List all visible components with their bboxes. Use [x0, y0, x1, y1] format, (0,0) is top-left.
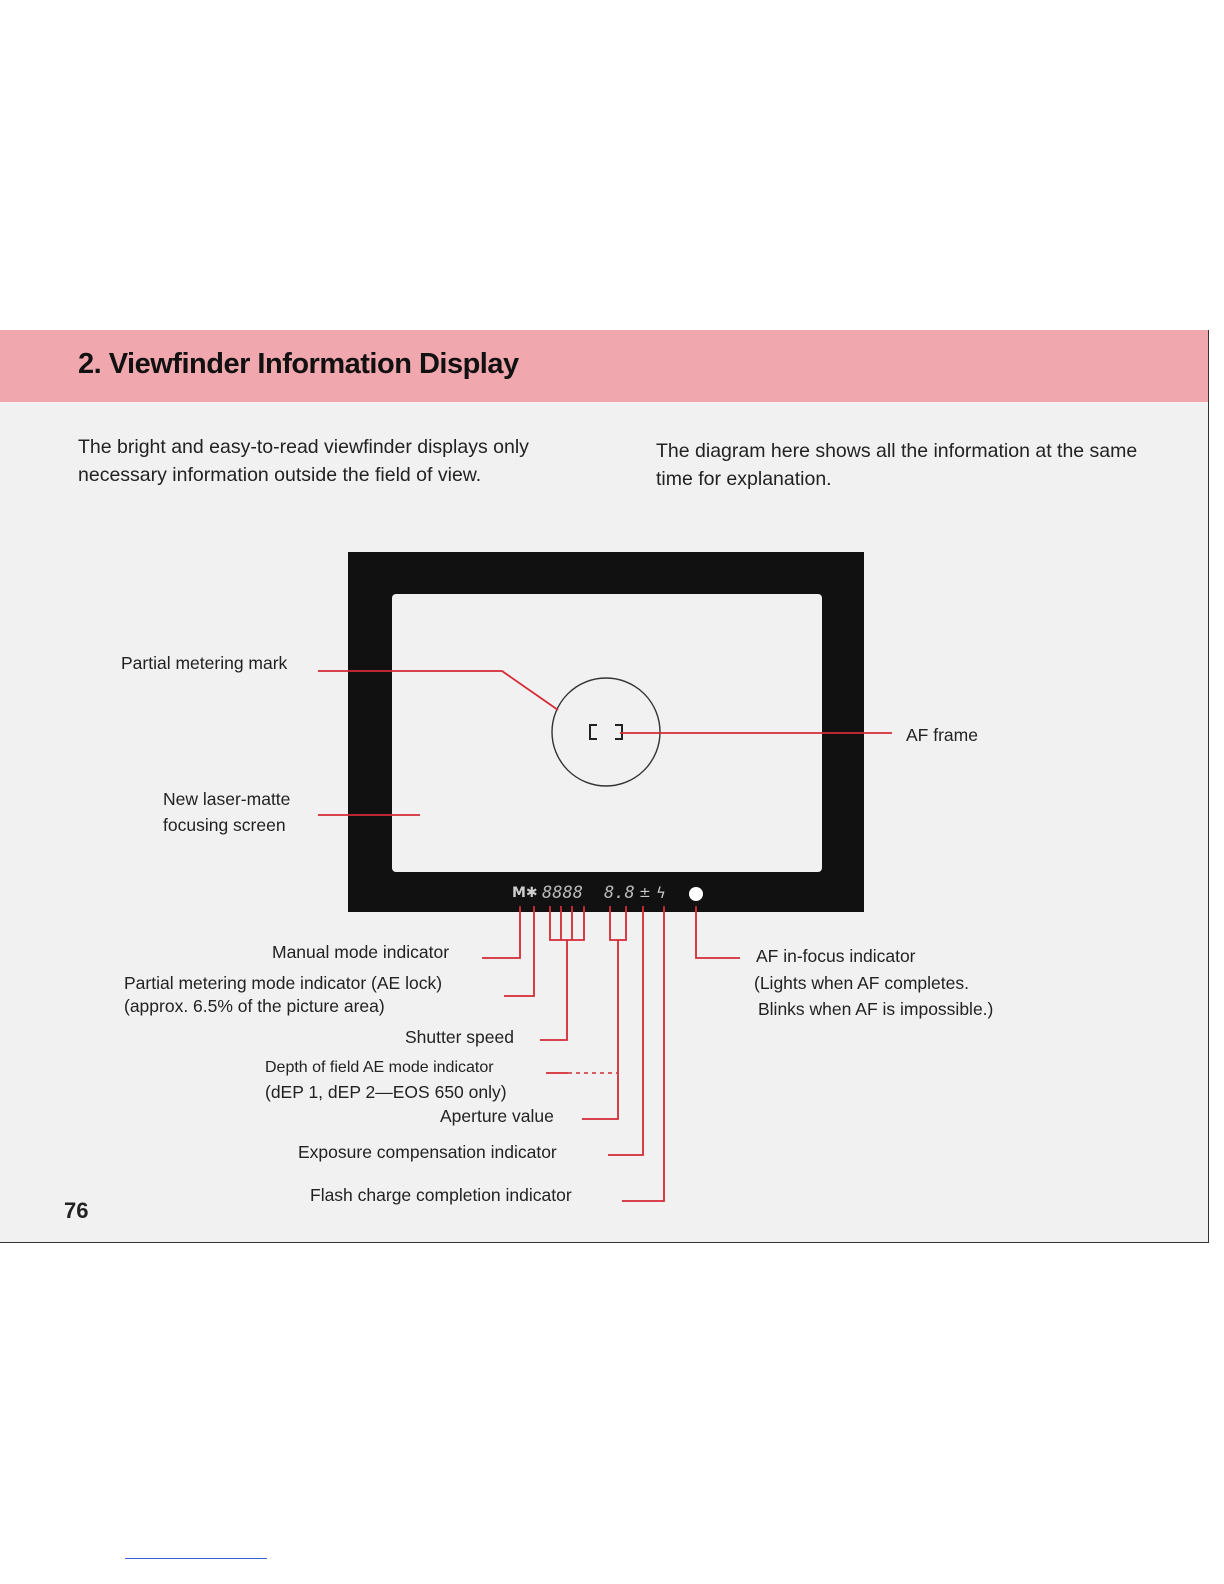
- leader-aperture-value: [582, 940, 618, 1119]
- mode-symbols-readout: M✱: [512, 885, 538, 901]
- section-title: 2. Viewfinder Information Display: [78, 348, 519, 380]
- intro-text-left: The bright and easy-to-read viewfinder displays only necessary information outside the field of view.: [78, 436, 529, 486]
- label-laser-matte-line1: New laser-matte: [163, 789, 291, 809]
- label-partial-metering-mode-line1: Partial metering mode indicator (AE lock): [124, 973, 443, 993]
- leader-aperture-bracket: [610, 910, 626, 940]
- label-af-frame: AF frame: [906, 725, 978, 745]
- leader-af-in-focus: [696, 910, 740, 958]
- leader-manual-mode: [482, 910, 520, 958]
- label-laser-matte-line2: focusing screen: [163, 815, 286, 835]
- label-af-in-focus-line2: (Lights when AF completes.: [754, 973, 969, 993]
- label-exposure-compensation: Exposure compensation indicator: [298, 1142, 557, 1162]
- label-manual-mode: Manual mode indicator: [272, 942, 450, 962]
- label-af-in-focus-line1: AF in-focus indicator: [756, 946, 916, 966]
- label-partial-metering-mode-line2: (approx. 6.5% of the picture area): [124, 996, 385, 1016]
- label-flash-charge: Flash charge completion indicator: [310, 1185, 572, 1205]
- label-shutter-speed: Shutter speed: [405, 1027, 514, 1047]
- label-af-in-focus-line3: Blinks when AF is impossible.): [758, 999, 994, 1019]
- intro-text-right: The diagram here shows all the information at the same time for explanation.: [656, 440, 1138, 490]
- footer-rule: [125, 1558, 267, 1559]
- leader-partial-metering-mode: [504, 910, 534, 996]
- label-depth-of-field-line1: Depth of field AE mode indicator: [265, 1059, 494, 1076]
- label-depth-of-field-line2: (dEP 1, dEP 2—EOS 650 only): [265, 1082, 507, 1102]
- leader-shutter-speed: [540, 940, 567, 1040]
- af-in-focus-dot: [689, 887, 703, 901]
- shutter-speed-readout: 8888: [542, 883, 583, 903]
- leader-shutter-bracket: [550, 910, 584, 940]
- aperture-readout: 8.8: [604, 883, 635, 903]
- page-number: 76: [64, 1198, 89, 1223]
- label-aperture-value: Aperture value: [440, 1106, 554, 1126]
- flash-symbol: ϟ: [656, 884, 666, 902]
- label-partial-metering-mark: Partial metering mark: [121, 653, 288, 673]
- exposure-comp-symbol: ±: [639, 885, 651, 901]
